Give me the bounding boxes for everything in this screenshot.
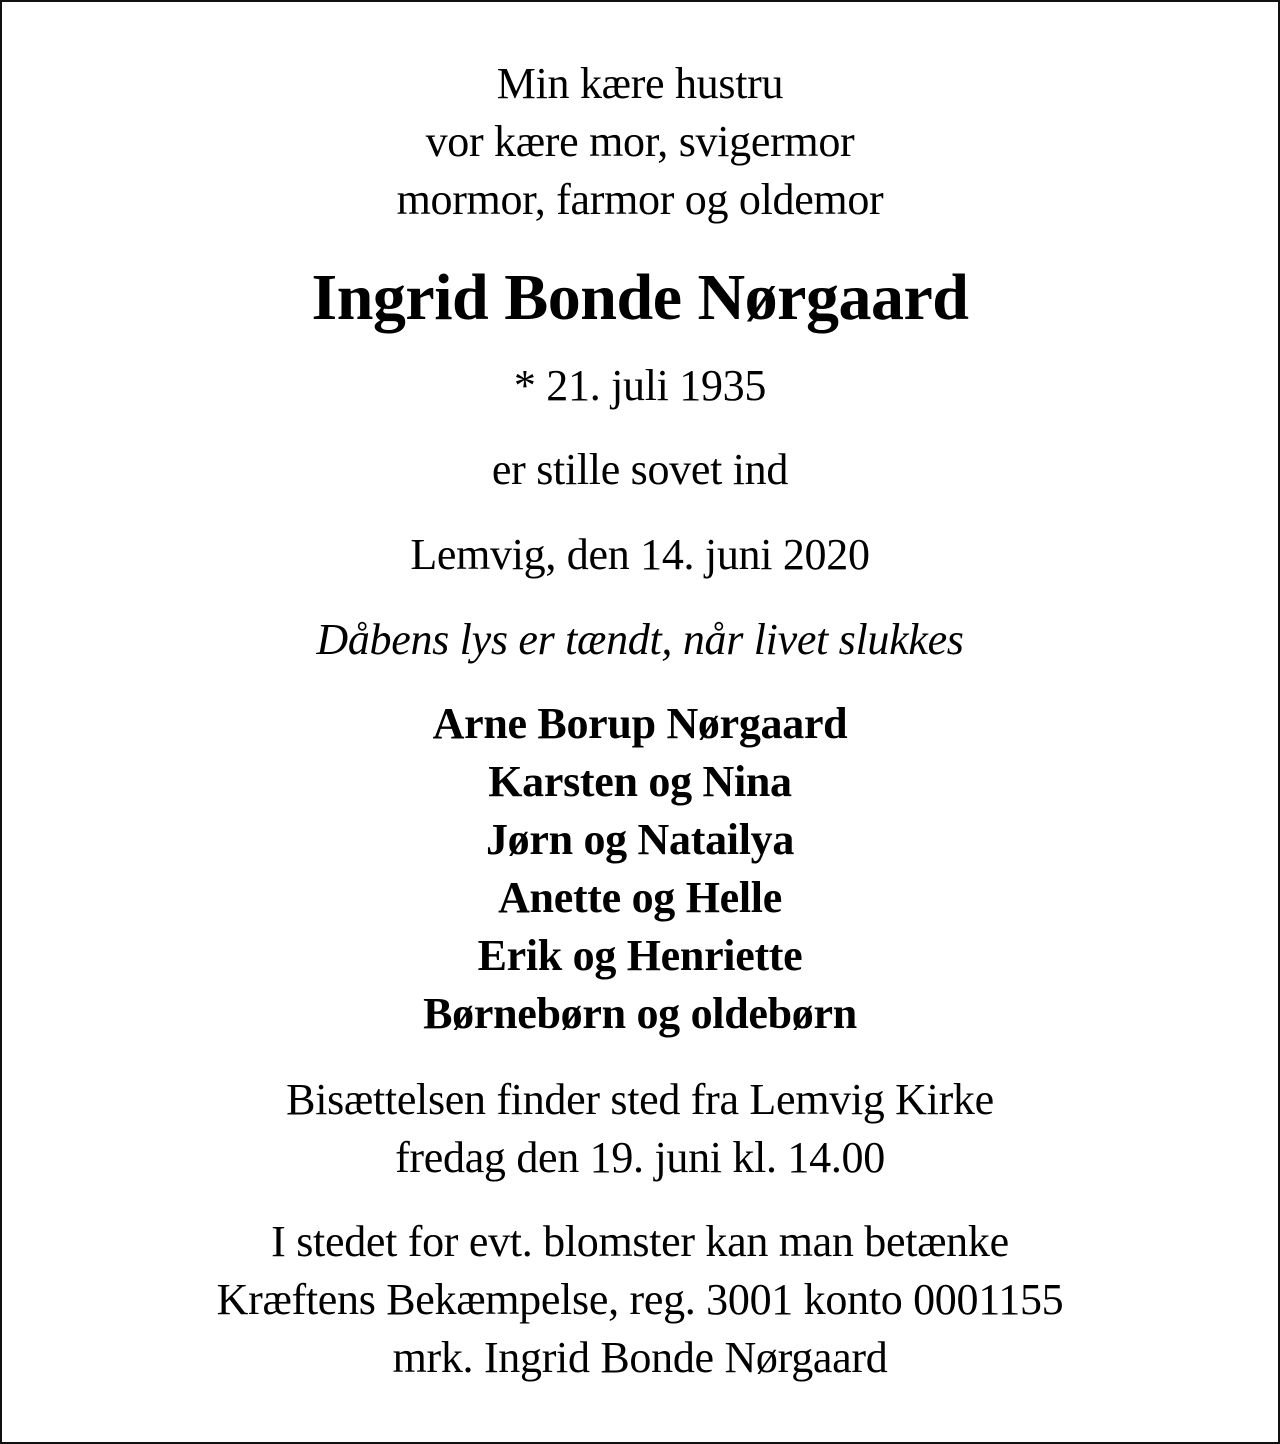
place-and-date: Lemvig, den 14. juni 2020 <box>410 530 870 579</box>
intro-line: mormor, farmor og oldemor <box>396 175 884 224</box>
mourner: Karsten og Nina <box>488 757 792 806</box>
service-info: Bisættelsen finder sted fra Lemvig Kirke <box>286 1075 994 1124</box>
donation-info: mrk. Ingrid Bonde Nørgaard <box>392 1333 888 1382</box>
service-info: fredag den 19. juni kl. 14.00 <box>395 1133 885 1182</box>
passed-statement: er stille sovet ind <box>491 445 789 494</box>
mourner: Børnebørn og oldebørn <box>423 989 857 1038</box>
intro-line: vor kære mor, svigermor <box>425 117 855 166</box>
mourner: Erik og Henriette <box>477 931 803 980</box>
intro-line: Min kære hustru <box>496 59 784 108</box>
verse: Dåbens lys er tændt, når livet slukkes <box>316 615 964 664</box>
birth-date: * 21. juli 1935 <box>513 361 767 410</box>
mourner: Anette og Helle <box>498 873 782 922</box>
donation-info: Kræftens Bekæmpelse, reg. 3001 konto 0001155 <box>216 1275 1064 1324</box>
mourner: Arne Borup Nørgaard <box>432 699 848 748</box>
donation-info: I stedet for evt. blomster kan man betænke <box>271 1217 1009 1266</box>
mourner: Jørn og Natailya <box>485 815 795 864</box>
deceased-name: Ingrid Bonde Nørgaard <box>311 261 969 334</box>
